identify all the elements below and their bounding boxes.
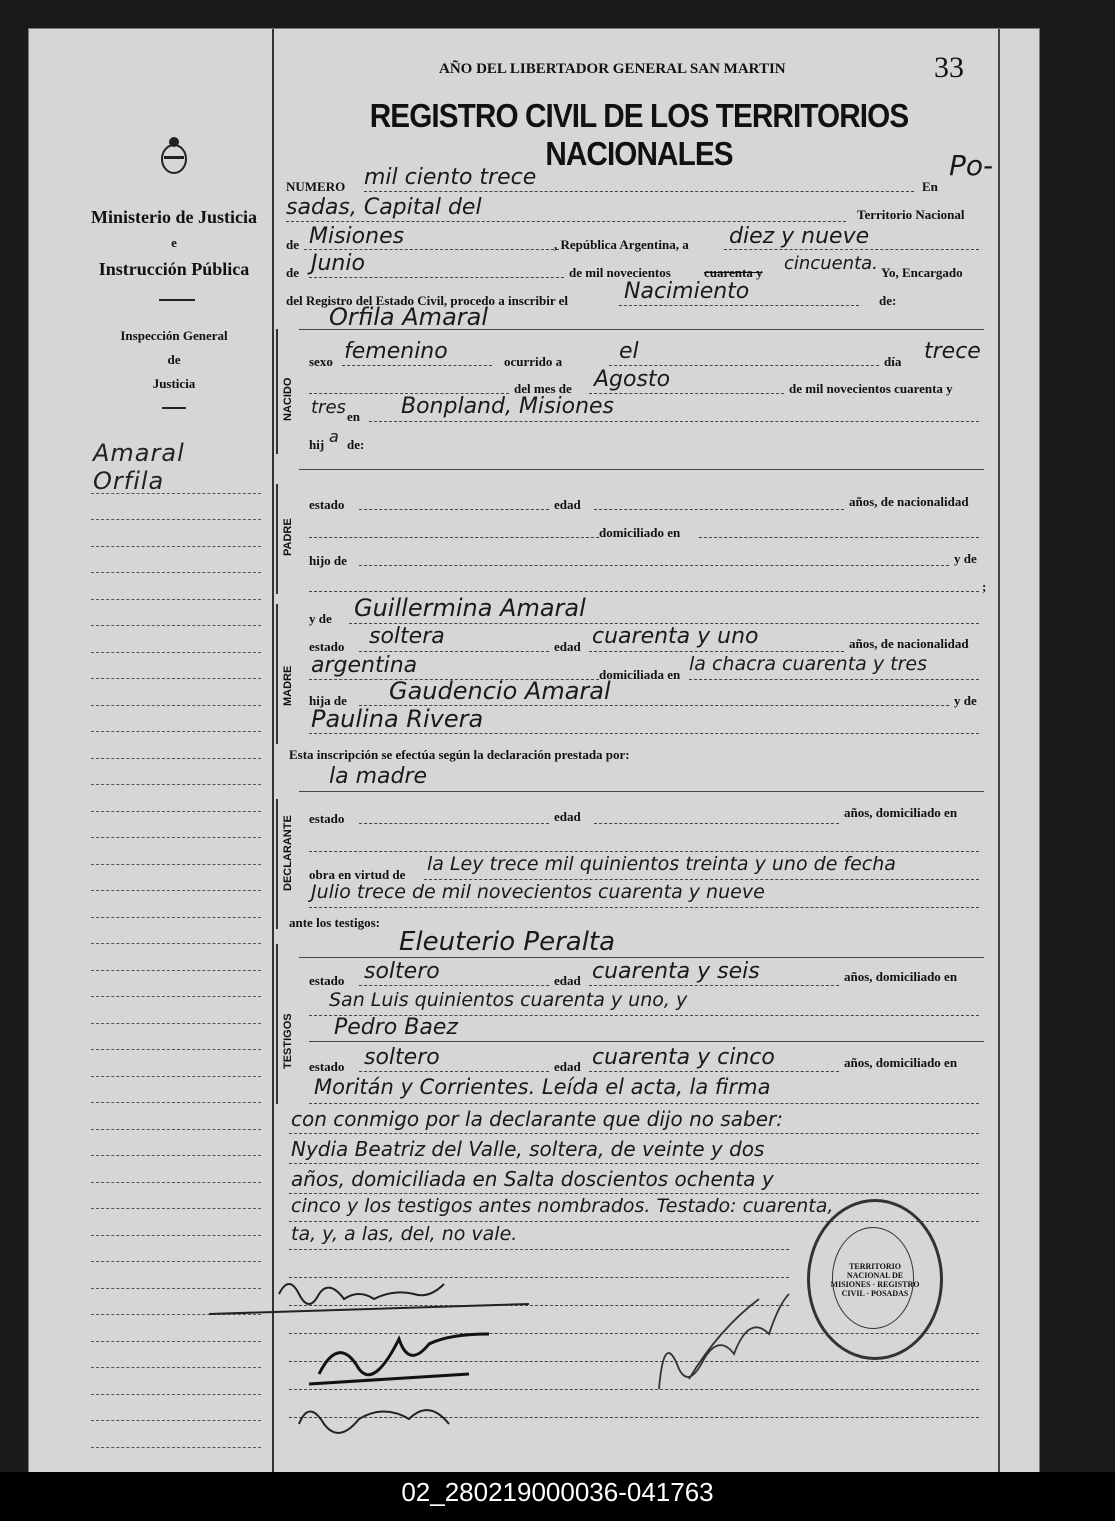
hw-mother-mother: Paulina Rivera [311,705,484,733]
rule [309,1041,984,1042]
fill-line [619,305,859,306]
fill-line [359,985,549,986]
hw-act-type: Nacimiento [624,279,750,304]
label-cuarenta-struck: cuarenta y [704,265,763,280]
hw-witness-2: Pedro Baez [334,1015,458,1040]
fill-line [359,565,949,566]
label-edad: edad [554,497,581,512]
section-label-nacido: NACIDO [282,377,294,421]
label-yo: Yo, Encargado [881,265,963,280]
label-edad-t1: edad [554,973,581,988]
label-obra: obra en virtud de [309,867,406,882]
register-page [28,28,1040,1480]
label-en-2: en [347,409,360,424]
hw-ocurrido: el [619,339,639,364]
label-estado-decl: estado [309,811,345,826]
hw-en-continued: sadas, Capital del [286,195,482,220]
label-esta-inscripcion: Esta inscripción se efectúa según la declaración prestada por: [289,747,630,762]
fill-line [289,1163,979,1164]
label-republica: , República Argentina, a [554,237,689,252]
hw-closing-4: cinco y los testigos antes nombrados. Testado: cuarenta, [291,1195,834,1217]
rule [299,329,984,330]
label-edad-decl: edad [554,809,581,824]
fill-line [309,277,564,278]
hw-closing-5: ta, y, a las, del, no vale. [291,1223,518,1245]
label-y-de-2: y de [309,611,332,626]
label-mil-2: de mil novecientos cuarenta y [789,381,953,396]
label-anos-nacionalidad: años, de nacionalidad [849,494,969,509]
hw-closing-1: con conmigo por la declarante que dijo no saber: [291,1107,783,1131]
ministry-line-2: Instrucción Pública [98,259,250,279]
fill-line [699,537,979,538]
section-label-madre: MADRE [282,665,294,706]
page-title: REGISTRO CIVIL DE LOS TERRITORIOS NACIONALES [369,97,909,172]
hw-witness-1-status: soltero [364,959,440,984]
label-y-de-3: y de [954,693,977,708]
fill-line [309,733,979,734]
label-sexo: sexo [309,354,333,369]
hw-mother-address: la chacra cuarenta y tres [689,653,927,675]
hw-law: la Ley trece mil quinientos treinta y uno de fecha [427,853,896,875]
divider [162,407,186,409]
hw-hij-suffix: a [329,427,339,446]
label-hij: hij [309,437,325,452]
ministry-line-1: Ministerio de Justicia [91,207,257,227]
label-anos-dom: años, domiciliado en [844,805,958,820]
label-anos-dom-t1: años, domiciliado en [844,969,958,984]
hw-mother-father: Gaudencio Amaral [389,677,611,705]
fill-line [589,651,844,652]
label-mes: del mes de [514,381,572,396]
fill-line [289,1193,979,1194]
hw-witness-1: Eleuterio Peralta [399,927,616,957]
section-label-declarante: DECLARANTE [282,815,294,891]
label-mil: de mil novecientos [569,265,671,280]
left-margin-column [29,29,274,1479]
insp-line-1: Inspección General [120,328,228,343]
label-domiciliado: domiciliado en [599,525,681,540]
folio-number: 33 [934,51,964,84]
rule [299,791,984,792]
label-y-de: y de [954,551,977,566]
signature-officer-icon [649,1269,809,1399]
fill-line [286,221,846,222]
hw-mother-age: cuarenta y uno [592,624,759,649]
label-de-2: de [286,265,299,280]
hw-witness-1-age: cuarenta y seis [592,959,760,984]
section-label-testigos: TESTIGOS [282,1013,294,1069]
label-domiciliada: domiciliada en [599,667,681,682]
hw-law-date: Julio trece de mil novecientos cuarenta y nueve [311,881,765,903]
fill-line [309,851,979,852]
fill-line [359,1071,549,1072]
fill-line [309,591,979,592]
inspection-heading [99,324,249,396]
hw-month: Junio [311,251,365,276]
label-edad-t2: edad [554,1059,581,1074]
ministry-conjunction: e [171,235,177,250]
fill-line [724,249,979,250]
fill-line [589,393,784,394]
hw-en: Po- [949,149,994,182]
label-de-colon: de: [879,293,897,308]
insp-line-3: Justicia [152,376,196,391]
fill-line [589,1071,839,1072]
signature-declarant-icon [209,1264,569,1444]
label-numero: NUMERO [286,179,346,194]
fill-line [594,509,844,510]
label-edad-madre: edad [554,639,581,654]
hw-birth-month: Agosto [594,367,671,392]
fill-line [359,651,549,652]
year-line: AÑO DEL LIBERTADOR GENERAL SAN MARTIN [439,61,786,77]
stamp-text: TERRITORIO NACIONAL DE MISIONES · REGISTRO CIVIL · POSADAS [830,1262,920,1298]
label-semicolon: ; [982,579,987,594]
fill-line [289,1249,789,1250]
fill-line [309,537,599,538]
hw-witness-2-status: soltero [364,1045,440,1070]
fill-line [359,823,549,824]
fill-line [424,879,979,880]
image-id-footer: 02_280219000036-041763 [0,1472,1115,1521]
label-del-registro: del Registro del Estado Civil, procedo a inscribir el [286,293,569,308]
label-ocurrido: ocurrido a [504,354,563,369]
hw-closing-3: años, domiciliada en Salta doscientos ochenta y [291,1167,774,1191]
hw-birth-place: Bonpland, Misiones [401,394,615,419]
label-estado-madre: estado [309,639,345,654]
fill-line [609,365,879,366]
label-territorio: Territorio Nacional [857,207,965,222]
hw-witness-1-address: San Luis quinientos cuarenta y uno, y [329,989,688,1011]
rule [299,469,984,470]
label-hijo-de: hijo de [309,553,347,568]
fill-line [589,985,839,986]
label-estado: estado [309,497,345,512]
fill-line [689,679,979,680]
rule [299,957,984,958]
hw-year: tres [311,397,346,418]
hw-numero: mil ciento trece [364,165,537,190]
page-border [998,29,1000,1479]
section-label-padre: PADRE [282,518,294,556]
hw-mother-nationality: argentina [311,653,418,678]
hw-closing-2: Nydia Beatriz del Valle, soltera, de veinte y dos [291,1137,765,1161]
national-crest-icon [159,134,189,176]
hw-witness-2-age: cuarenta y cinco [592,1045,775,1070]
label-anos-dom-t2: años, domiciliado en [844,1055,958,1070]
margin-surname: Amaral [93,439,185,467]
label-hija-de: hija de [309,693,347,708]
hw-sex: femenino [344,339,448,364]
label-de-3: de: [347,437,365,452]
hw-mother-status: soltera [369,624,445,649]
divider [159,299,195,301]
hw-day: diez y nueve [729,224,870,249]
label-de: de [286,237,299,252]
fill-line [289,1133,979,1134]
label-estado-t2: estado [309,1059,345,1074]
label-estado-t1: estado [309,973,345,988]
fill-line [364,191,914,192]
official-stamp [807,1199,943,1360]
insp-line-2: de [167,352,181,367]
hw-cincuenta: cincuenta. [784,253,878,274]
stamp-inner-ring [832,1227,914,1329]
label-en: En [922,179,938,194]
fill-line [369,421,979,422]
hw-declarant: la madre [329,764,428,789]
fill-line [309,907,979,908]
fill-line [304,249,559,250]
label-anos-nac-madre: años, de nacionalidad [849,636,969,651]
hw-mother-name: Guillermina Amaral [354,594,586,622]
fill-line [342,365,492,366]
label-dia: día [884,354,902,369]
fill-line [594,823,839,824]
fill-line [359,509,549,510]
hw-child-name: Orfila Amaral [329,303,489,331]
margin-given-name: Orfila [93,467,165,495]
fill-line [309,1103,979,1104]
hw-day-number: trece [924,339,981,364]
hw-witness-2-address: Moritán y Corrientes. Leída el acta, la firma [314,1075,771,1099]
ministry-heading [79,204,269,282]
label-ante-testigos: ante los testigos: [289,915,380,930]
hw-territory: Misiones [309,224,405,249]
